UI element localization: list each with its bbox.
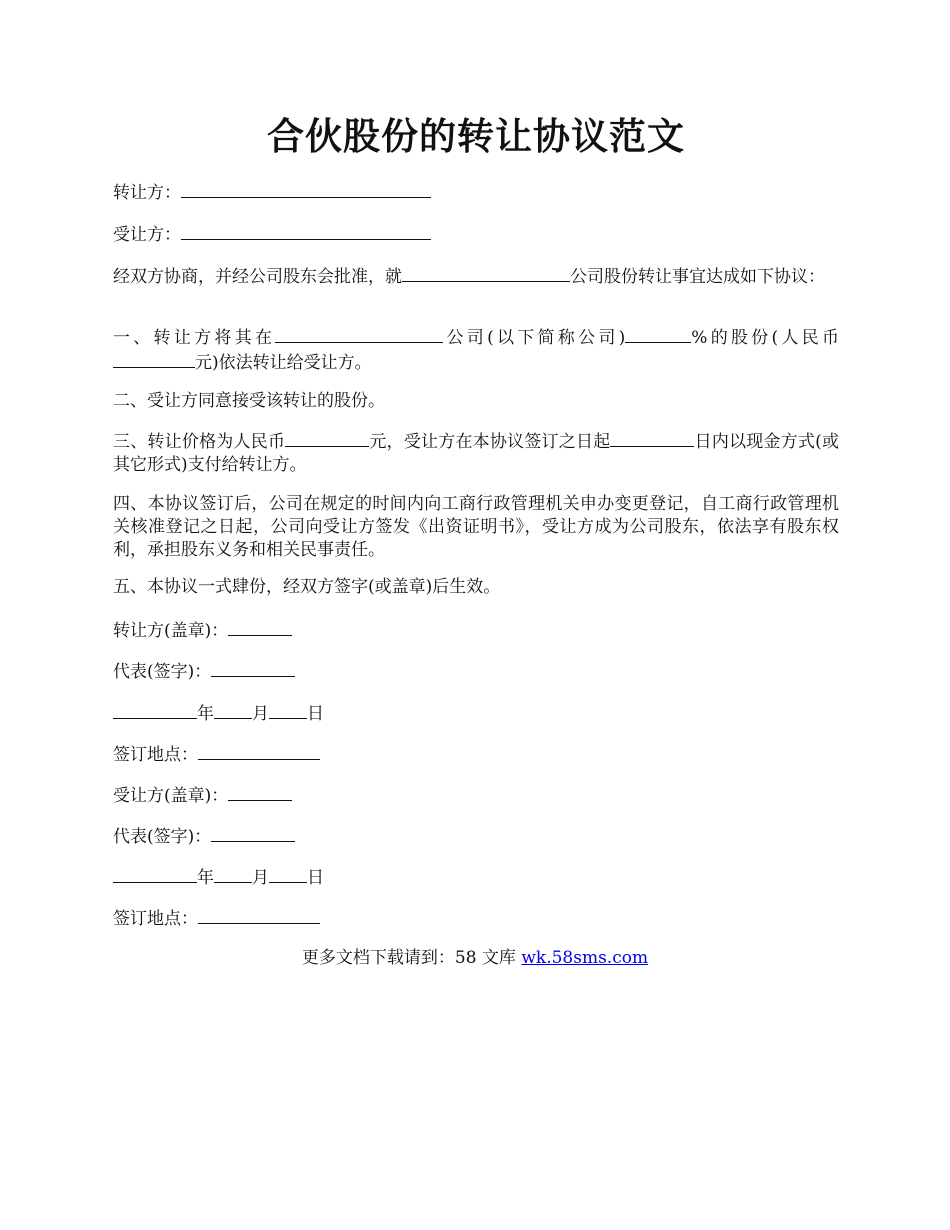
clause-4: 四、本协议签订后，公司在规定的时间内向工商行政管理机关申办变更登记，自工商行政管理机关核准登记之日起，公司向受让方签发《出资证明书》，受让方成为公司股东，依法享有股东权利，承担股东义务和相关民事责任。 (113, 494, 839, 560)
sign2-month-label: 月 (252, 868, 269, 888)
sign2-year-label: 年 (197, 868, 214, 888)
transferor-label: 转让方： (113, 183, 181, 203)
clause-3-part-a: 三、转让价格为人民币 (113, 432, 286, 452)
sign2-rep-blank (211, 824, 295, 842)
clause-1-part-d: 元)依法转让给受让方。 (195, 353, 372, 373)
clause-3-price-blank (285, 429, 369, 447)
sign1-rep-label: 代表(签字)： (113, 662, 212, 682)
footer (0, 946, 950, 970)
sign1-party-label: 转让方(盖章)： (113, 621, 229, 641)
sign2-rep-label: 代表(签字)： (113, 827, 212, 847)
clause-1-part-c: %的股份(人民币 (691, 328, 840, 348)
sign1-party-line (113, 618, 839, 643)
sign1-year-label: 年 (197, 704, 214, 724)
sign1-month-label: 月 (252, 704, 269, 724)
clause-1 (113, 325, 839, 375)
sign1-place-blank (198, 742, 320, 760)
document-title: 合伙股份的转让协议范文 (267, 114, 685, 158)
sign1-year-blank (113, 701, 197, 719)
footer-text: 更多文档下载请到：58 文库 (301, 948, 522, 968)
clause-5: 五、本协议一式肆份，经双方签字(或盖章)后生效。 (113, 577, 501, 597)
sign2-month-blank (214, 865, 252, 883)
sign1-rep-line (113, 659, 839, 684)
sign1-place-label: 签订地点： (113, 745, 198, 765)
sign2-party-label: 受让方(盖章)： (113, 786, 229, 806)
transferee-blank (181, 222, 431, 240)
sign1-party-blank (228, 618, 292, 636)
intro-text-after: 公司股份转让事宜达成如下协议： (570, 267, 825, 287)
sign2-year-blank (113, 865, 197, 883)
sign2-place-blank (198, 906, 320, 924)
clause-1-amount-blank (113, 350, 195, 368)
clause-1-part-b: 公司(以下简称公司) (443, 328, 626, 348)
sign1-rep-blank (211, 659, 295, 677)
sign1-day-label: 日 (307, 704, 324, 724)
transferee-line (113, 222, 839, 247)
sign2-place-line (113, 906, 839, 931)
sign2-place-label: 签订地点： (113, 909, 198, 929)
sign1-day-blank (269, 701, 307, 719)
footer-link[interactable]: wk.58sms.com (521, 948, 649, 968)
sign1-month-blank (214, 701, 252, 719)
clause-3-part-c: 日内以现金方式(或其它形式)支付给转让方。 (113, 432, 840, 475)
sign2-day-blank (269, 865, 307, 883)
intro-text-before: 经双方协商，并经公司股东会批准，就 (113, 267, 402, 287)
sign2-rep-line (113, 824, 839, 849)
transferor-blank (181, 180, 431, 198)
clause-3-days-blank (610, 429, 694, 447)
company-name-blank (402, 264, 570, 282)
sign1-date-line (113, 701, 839, 726)
clause-2: 二、受让方同意接受该转让的股份。 (113, 391, 385, 411)
clause-3 (113, 429, 839, 477)
transferor-line (113, 180, 839, 205)
sign2-day-label: 日 (307, 868, 324, 888)
clause-1-company-blank (275, 325, 443, 343)
intro-paragraph (113, 264, 839, 289)
clause-3-part-b: 元，受让方在本协议签订之日起 (369, 432, 611, 452)
sign2-party-line (113, 783, 839, 808)
transferee-label: 受让方： (113, 225, 181, 245)
clause-1-percent-blank (625, 325, 691, 343)
sign2-date-line (113, 865, 839, 890)
sign1-place-line (113, 742, 839, 767)
sign2-party-blank (228, 783, 292, 801)
clause-1-part-a: 一、转让方将其在 (113, 328, 276, 348)
